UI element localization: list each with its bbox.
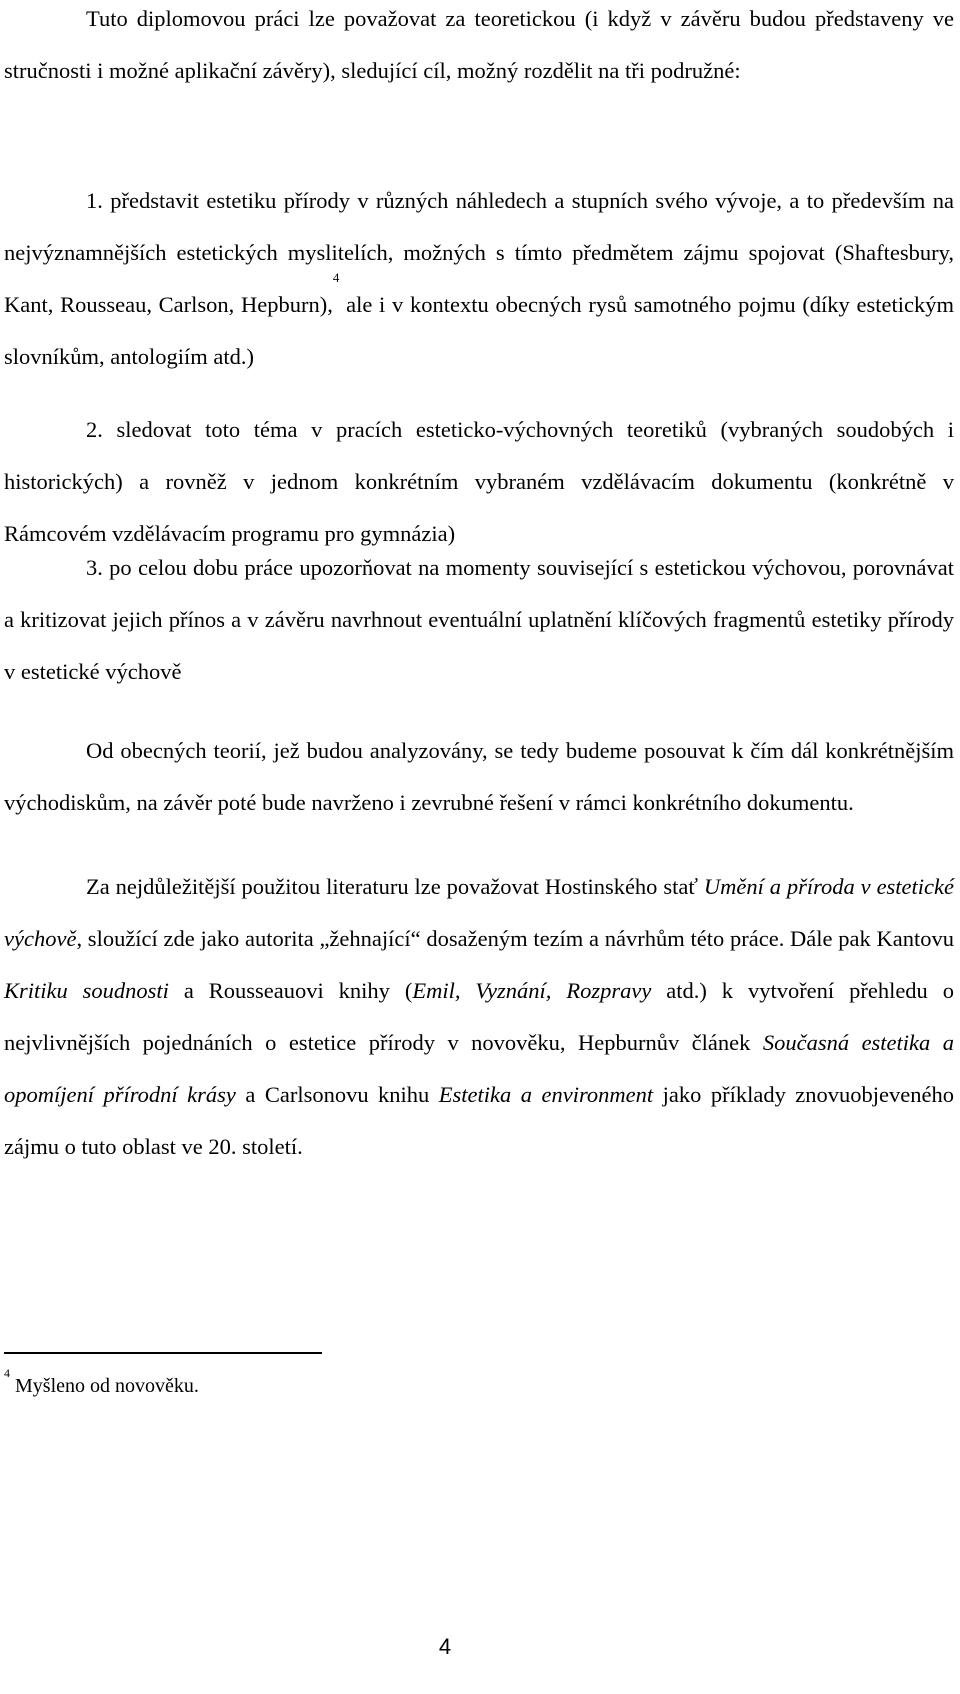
title-carlson: Estetika a environment xyxy=(438,1082,654,1107)
footnote-text: Myšleno od novověku. xyxy=(15,1375,199,1397)
paragraph-3-text: atd.) k vytvoření přehledu o nejvlivnějších pojednáních o estetice přírody v novověku, Hepburnův článek xyxy=(4,978,954,1055)
intro-paragraph: Tuto diplomovou práci lze považovat za teoretickou (i když v závěru budou představeny ve stručnosti i možné aplikační závěry), sledující cíl, možný rozdělit na tři podružné: xyxy=(4,6,954,83)
list-item-2: 2. sledovat toto téma v pracích esteticko-výchovných teoretiků (vybraných soudobých i historických) a rovněž v jednom konkrétním vybraném vzdělávacím dokumentu (konkrétně v Rámcovém vzdělávacím programu pro gymnázia) xyxy=(4,417,954,546)
list-item-1-text: představit estetiku přírody v různých náhledech a stupních svého vývoje, a to především na nejvýznamnějších estetických myslitelích, možných s tímto předmětem zájmu spojovat (Shaftesbury, Kant, Rousseau, Carlson, Hepburn), xyxy=(4,188,954,317)
paragraph-3 xyxy=(4,861,954,1173)
title-hepburn: Současná estetika a opomíjení přírodní krásy xyxy=(4,1030,954,1107)
title-hostinsky: Umění a příroda v estetické výchově xyxy=(4,874,955,951)
paragraph-3-text: a Carlsonovu knihu xyxy=(235,1082,439,1107)
list-item-1 xyxy=(4,175,954,383)
list-item-1-number: 1. xyxy=(86,188,103,213)
paragraph-2: Od obecných teorií, jež budou analyzovány, se tedy budeme posouvat k čím dál konkrétnějším východiskům, na závěr poté bude navrženo i zevrubné řešení v rámci konkrétního dokumentu. xyxy=(4,738,954,815)
title-kant: Kritiku soudnosti xyxy=(4,978,169,1003)
list-item-3: 3. po celou dobu práce upozorňovat na momenty související s estetickou výchovou, porovnávat a kritizovat jejich přínos a v závěru navrhnout eventuální uplatnění klíčových fragmentů estetiky přírody v estetické výchově xyxy=(4,555,954,684)
footnote-separator xyxy=(4,1352,322,1354)
paragraph-3-text: Za nejdůležitější použitou literaturu lze považovat Hostinského stať xyxy=(86,874,704,899)
list-item-1-text-continued: ale i v kontextu obecných rysů samotného pojmu (díky estetickým slovníkům, antologiím atd.) xyxy=(4,292,955,369)
footnote xyxy=(4,1366,199,1399)
footnote-number: 4 xyxy=(4,1366,10,1380)
paragraph-3-text: jako příklady znovuobjeveného zájmu o tuto oblast ve 20. století. xyxy=(4,1082,954,1159)
paragraph-3-text: , sloužící zde jako autorita „žehnající“ dosaženým tezím a návrhům této práce. Dále pak Kantovu xyxy=(76,926,954,951)
page-number: 4 xyxy=(438,1634,452,1659)
titles-rousseau: Emil, Vyznání, Rozpravy xyxy=(412,978,652,1003)
paragraph-3-text: a Rousseauovi knihy ( xyxy=(168,978,413,1003)
footnote-reference[interactable]: 4 xyxy=(332,270,340,285)
